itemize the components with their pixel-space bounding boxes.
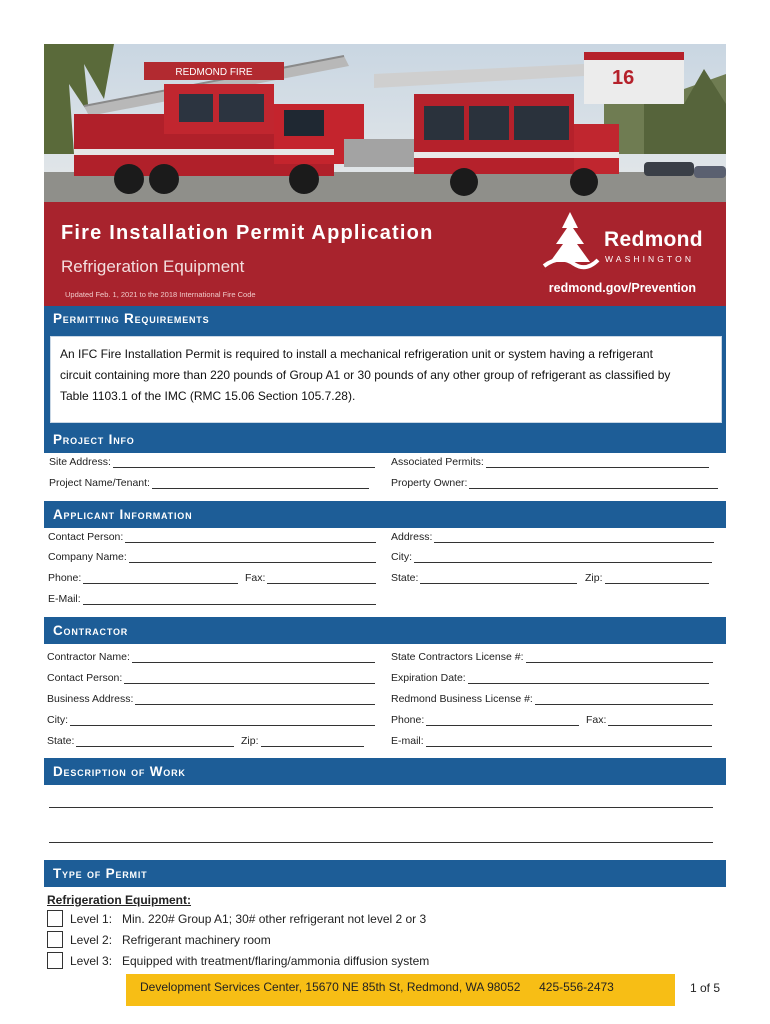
level-1-description: Min. 220# Group A1; 30# other refrigerant not level 2 or 3 xyxy=(122,911,427,926)
contractor-fax-label: Fax: xyxy=(586,714,607,726)
business-address-label: Business Address: xyxy=(47,693,134,705)
applicant-phone-label: Phone: xyxy=(48,572,82,584)
permit-level-3-option[interactable] xyxy=(47,952,429,969)
applicant-city-label: City: xyxy=(391,551,412,563)
contractor-zip-field[interactable] xyxy=(241,735,364,747)
contractor-zip-label: Zip: xyxy=(241,735,259,747)
applicant-email-field[interactable] xyxy=(48,593,376,605)
site-address-label: Site Address: xyxy=(49,456,111,468)
applicant-city-field[interactable] xyxy=(391,551,712,563)
applicant-phone-field[interactable] xyxy=(48,572,238,584)
refrigeration-equipment-heading: Refrigeration Equipment: xyxy=(47,893,192,907)
level-3-label: Level 3: xyxy=(70,953,113,968)
applicant-fax-label: Fax: xyxy=(245,572,266,584)
applicant-contact-label: Contact Person: xyxy=(48,531,124,543)
contractor-contact-field[interactable] xyxy=(47,672,375,684)
contractor-name-field[interactable] xyxy=(47,651,375,663)
section-title-permitting: Permitting Requirements xyxy=(53,311,210,326)
level-3-checkbox[interactable] xyxy=(47,952,63,969)
contractor-city-label: City: xyxy=(47,714,68,726)
redmond-license-field[interactable] xyxy=(391,693,713,705)
section-title-permit-type: Type of Permit xyxy=(44,860,726,887)
property-owner-label: Property Owner: xyxy=(391,477,468,489)
contractor-city-field[interactable] xyxy=(47,714,375,726)
contractor-phone-field[interactable] xyxy=(391,714,579,726)
business-address-field[interactable] xyxy=(47,693,375,705)
contractor-state-field[interactable] xyxy=(47,735,234,747)
contractor-contact-label: Contact Person: xyxy=(47,672,123,684)
page-number: 1 of 5 xyxy=(690,981,721,995)
header-band xyxy=(44,202,726,306)
project-name-label: Project Name/Tenant: xyxy=(49,477,150,489)
company-name-label: Company Name: xyxy=(48,551,127,563)
footer-contact-band xyxy=(126,974,675,1006)
permitting-text-line: circuit containing more than 220 pounds of Group A1 or 30 pounds of any other group of refrigerant as classified by xyxy=(60,368,671,382)
associated-permits-field[interactable] xyxy=(391,456,709,468)
redmond-logo xyxy=(540,210,703,274)
description-line-2[interactable] xyxy=(49,842,713,843)
redmond-tree-icon xyxy=(540,210,600,274)
level-1-checkbox[interactable] xyxy=(47,910,63,927)
section-title-project-info: Project Info xyxy=(44,426,726,453)
footer-phone: 425-556-2473 xyxy=(539,980,614,994)
permitting-requirements-section xyxy=(44,306,726,428)
property-owner-field[interactable] xyxy=(391,477,718,489)
section-title-description: Description of Work xyxy=(44,758,726,785)
state-license-field[interactable] xyxy=(391,651,713,663)
truck-number: 16 xyxy=(612,67,635,89)
contractor-name-label: Contractor Name: xyxy=(47,651,130,663)
level-2-label: Level 2: xyxy=(70,932,113,947)
applicant-address-field[interactable] xyxy=(391,531,714,543)
applicant-zip-label: Zip: xyxy=(585,572,603,584)
contractor-email-field[interactable] xyxy=(391,735,712,747)
site-address-field[interactable] xyxy=(49,456,375,468)
level-1-label: Level 1: xyxy=(70,911,113,926)
applicant-fax-field[interactable] xyxy=(245,572,376,584)
hero-fire-truck-photo xyxy=(44,44,726,204)
footer-address: Development Services Center, 15670 NE 85th St, Redmond, WA 98052 xyxy=(140,980,521,994)
applicant-zip-field[interactable] xyxy=(585,572,709,584)
project-name-field[interactable] xyxy=(49,477,369,489)
applicant-state-label: State: xyxy=(391,572,419,584)
expiration-date-field[interactable] xyxy=(391,672,709,684)
section-title-applicant: Applicant Information xyxy=(44,501,726,528)
applicant-email-label: E-Mail: xyxy=(48,593,81,605)
applicant-state-field[interactable] xyxy=(391,572,577,584)
redmond-license-label: Redmond Business License #: xyxy=(391,693,533,705)
description-line-1[interactable] xyxy=(49,807,713,808)
contractor-fax-field[interactable] xyxy=(586,714,712,726)
prevention-link[interactable]: redmond.gov/Prevention xyxy=(548,281,696,295)
level-2-description: Refrigerant machinery room xyxy=(122,932,271,947)
contractor-email-label: E-mail: xyxy=(391,735,424,747)
permitting-requirements-text xyxy=(50,336,722,423)
form-subtitle: Refrigeration Equipment xyxy=(61,257,245,276)
logo-state: WASHINGTON xyxy=(605,254,695,264)
contractor-phone-label: Phone: xyxy=(391,714,425,726)
logo-name: Redmond xyxy=(604,228,703,251)
contractor-state-label: State: xyxy=(47,735,75,747)
permit-level-1-option[interactable] xyxy=(47,910,426,927)
applicant-contact-field[interactable] xyxy=(48,531,376,543)
permit-level-2-option[interactable] xyxy=(47,931,271,948)
state-license-label: State Contractors License #: xyxy=(391,651,524,663)
associated-permits-label: Associated Permits: xyxy=(391,456,484,468)
truck-label-left: REDMOND FIRE xyxy=(175,67,253,78)
company-name-field[interactable] xyxy=(48,551,376,563)
expiration-date-label: Expiration Date: xyxy=(391,672,466,684)
permitting-text-line: An IFC Fire Installation Permit is required to install a mechanical refrigeration unit or system having a refrigerant xyxy=(60,347,653,361)
applicant-address-label: Address: xyxy=(391,531,433,543)
level-3-description: Equipped with treatment/flaring/ammonia diffusion system xyxy=(122,953,430,968)
permitting-text-line: Table 1103.1 of the IMC (RMC 15.06 Section 105.7.28). xyxy=(60,389,356,403)
form-title: Fire Installation Permit Application xyxy=(61,222,434,244)
level-2-checkbox[interactable] xyxy=(47,931,63,948)
updated-note: Updated Feb. 1, 2021 to the 2018 International Fire Code xyxy=(65,290,256,299)
section-title-contractor: Contractor xyxy=(44,617,726,644)
